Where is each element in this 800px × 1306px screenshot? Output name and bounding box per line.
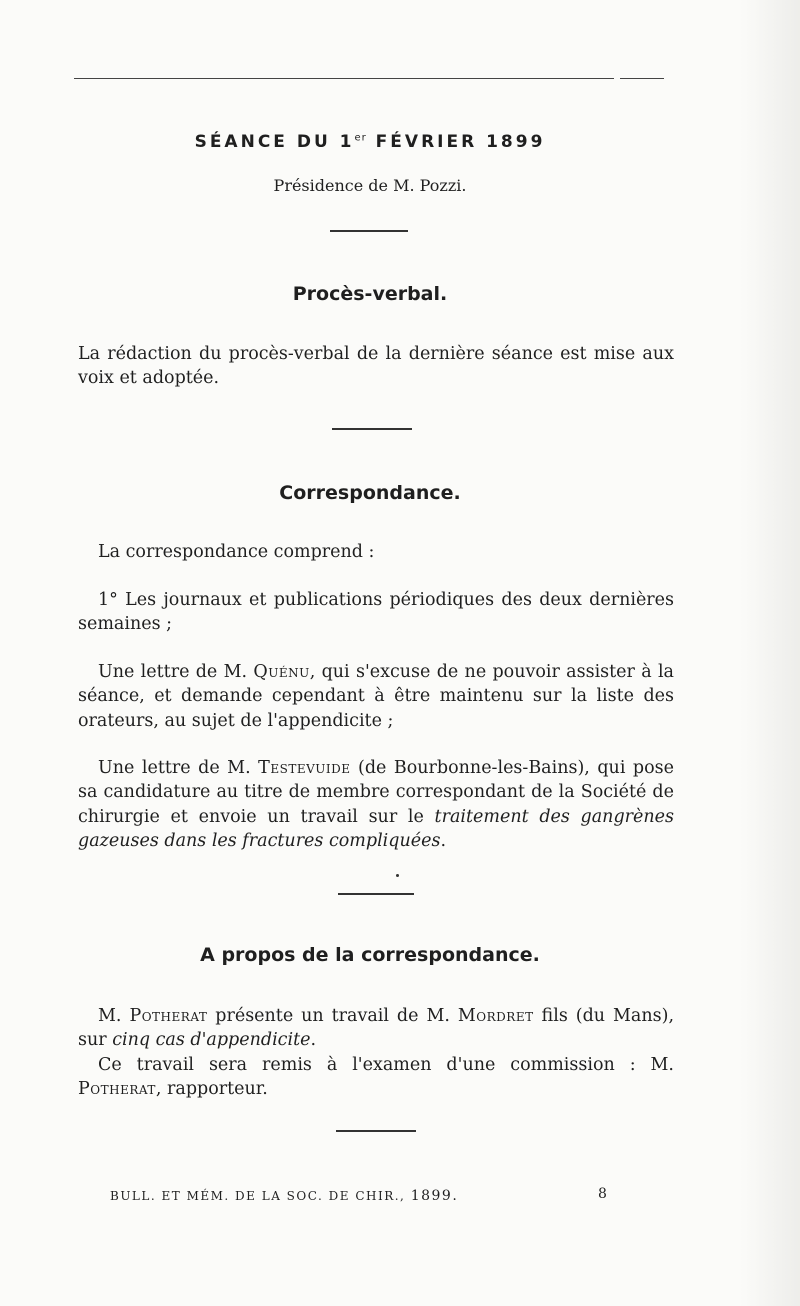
separator-rule xyxy=(330,230,408,232)
text-span: Une lettre de M. xyxy=(98,662,254,682)
correspondance-intro: La correspondance comprend : xyxy=(98,542,375,562)
footer-journal: BULL. ET MÉM. DE LA SOC. DE CHIR., xyxy=(110,1189,411,1203)
page-edge-shadow xyxy=(740,0,800,1306)
author-name: Potherat xyxy=(78,1079,156,1100)
text-span: fils (du Mans), sur xyxy=(78,1006,675,1051)
text-span: M. xyxy=(98,1006,130,1026)
running-footer xyxy=(110,1188,458,1204)
proces-verbal-text: La rédaction du procès-verbal de la dernière séance est mise aux voix et adoptée. xyxy=(78,344,674,389)
session-title xyxy=(0,132,740,152)
text-span: . xyxy=(310,1030,317,1051)
correspondance-item-journaux: 1° Les journaux et publications périodiques des deux dernières semaines ; xyxy=(78,590,674,635)
author-name: Potherat xyxy=(129,1006,208,1026)
session-title-superscript: er xyxy=(354,132,367,144)
footer-year: 1899. xyxy=(410,1188,459,1204)
correspondance-item-quenu xyxy=(78,660,674,733)
text-span: Ce travail sera remis à l'examen d'une commission : M. xyxy=(98,1055,674,1075)
proces-verbal-heading: Procès-verbal. xyxy=(292,283,448,305)
author-name: Testevuide xyxy=(258,758,351,778)
text-span: . xyxy=(440,831,447,852)
text-span: présente un travail de M. xyxy=(207,1006,458,1026)
a-propos-paragraph-2 xyxy=(78,1053,674,1102)
work-title: cinq cas d'appendicite xyxy=(112,1030,311,1051)
a-propos-heading: A propos de la correspondance. xyxy=(200,944,540,966)
text-span: , rapporteur. xyxy=(155,1079,268,1100)
correspondance-item-testevuide xyxy=(78,756,674,854)
top-rule xyxy=(74,78,614,79)
text-span: (de Bourbonne-les-Bains), qui pose sa candidature au titre de membre correspondant de la Société de chirurgie et envoie un travail sur le xyxy=(78,758,674,827)
session-title-suffix: FÉVRIER 1899 xyxy=(366,132,546,152)
presidence-line: Présidence de M. Pozzi. xyxy=(273,176,467,195)
separator-rule xyxy=(336,1130,416,1132)
top-rule-short xyxy=(620,78,664,79)
separator-rule xyxy=(332,428,412,430)
page-number: 8 xyxy=(598,1186,607,1202)
author-name: Quénu xyxy=(253,662,310,682)
text-span: , qui s'excuse de ne pouvoir assister à la séance, et demande cependant à être maintenu sur la liste des orateurs, au sujet de l'appendicite ; xyxy=(78,662,674,731)
a-propos-paragraph-1 xyxy=(78,1004,674,1053)
print-dot xyxy=(396,874,399,877)
work-title: traitement des gangrènes gazeuses dans les fractures compliquées xyxy=(78,806,674,852)
correspondance-heading: Correspondance. xyxy=(279,482,461,504)
text-span: Une lettre de M. xyxy=(98,758,259,778)
author-name: Mordret xyxy=(457,1006,534,1026)
separator-rule xyxy=(338,893,414,895)
session-title-prefix: SÉANCE DU 1 xyxy=(194,132,355,152)
